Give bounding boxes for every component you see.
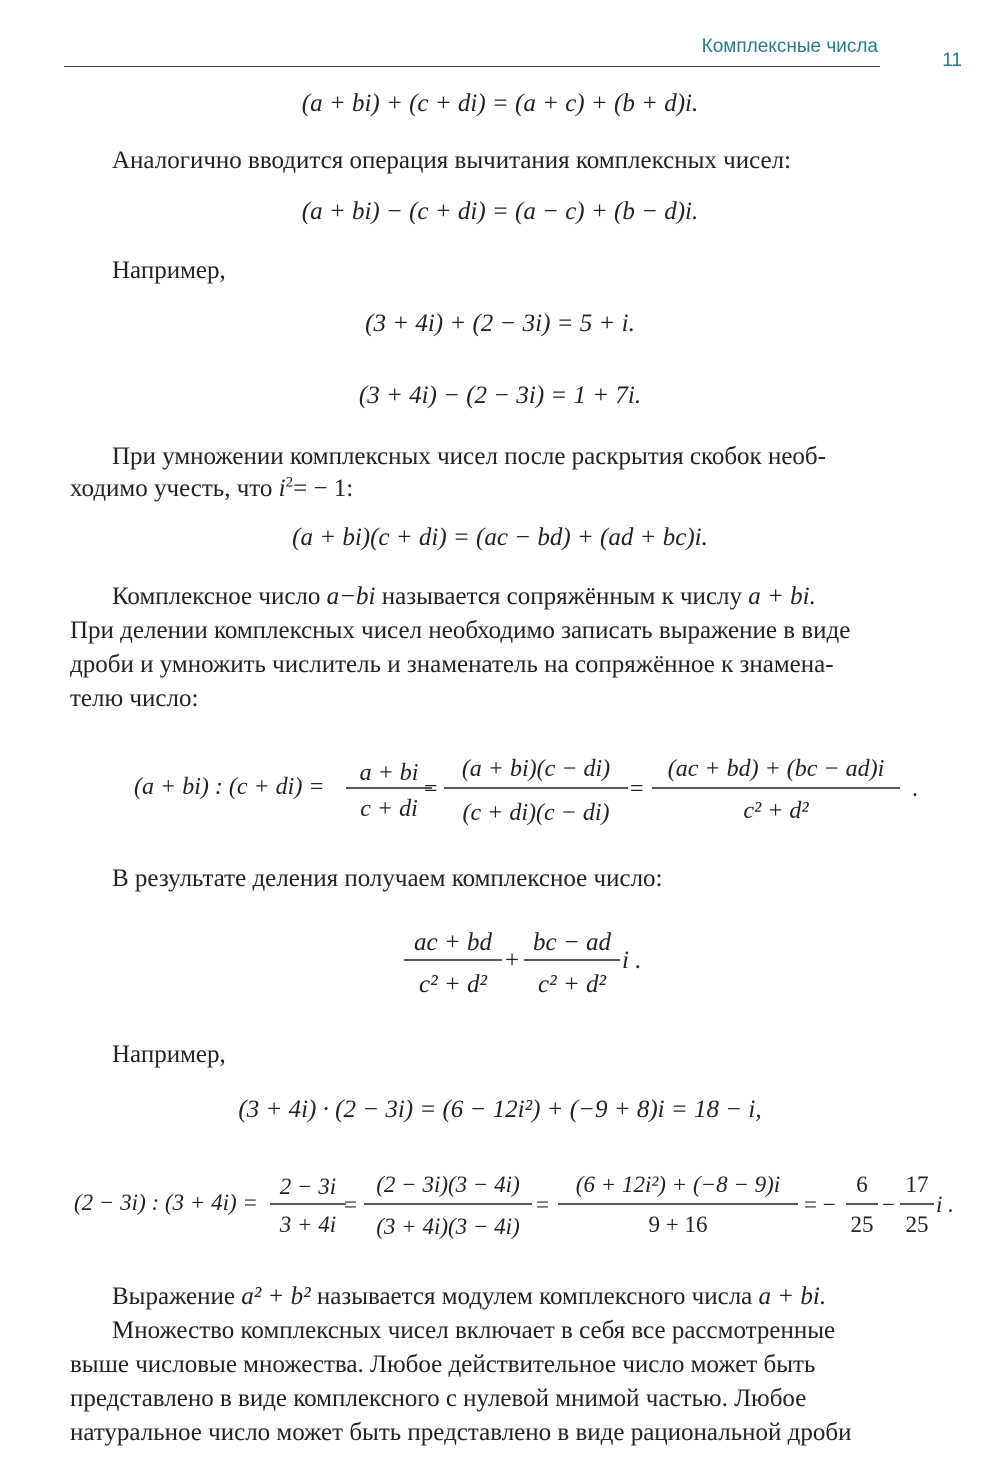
modulus-math: a² + b² xyxy=(241,1283,311,1310)
result-frac2-num: bc − ad xyxy=(533,929,611,956)
result-frac1-num: ac + bd xyxy=(414,929,492,956)
result-frac2-den: c² + d² xyxy=(538,971,606,998)
result-plus: + xyxy=(505,947,520,974)
formula-subtraction: (a + bi) − (c + di) = (a − c) + (b − d)i. xyxy=(301,198,699,225)
page-number: 11 xyxy=(942,50,962,71)
division-frac1-den: c + di xyxy=(360,796,418,822)
mult-line2-i: i xyxy=(278,475,286,502)
example-div-lhs: (2 − 3i) : (3 + 4i) = xyxy=(74,1190,258,1215)
paragraph-multiplication-line-1: При умножении комплексных чисел после раскрытия скобок необ- xyxy=(112,443,826,470)
modulus-lead: Выражение xyxy=(112,1283,242,1310)
division-frac3-den: c² + d² xyxy=(743,798,809,824)
paragraph-conjugate xyxy=(112,580,816,614)
example-div-frac3-den: 9 + 16 xyxy=(648,1212,708,1237)
example-div-frac5-num: 17 xyxy=(905,1172,929,1197)
conjugate-lead: Комплексное число xyxy=(112,583,327,610)
mult-line2-suffix: = − 1: xyxy=(293,475,354,502)
result-end: i . xyxy=(622,947,642,974)
result-frac1-den: c² + d² xyxy=(419,971,487,998)
example-div-frac5-den: 25 xyxy=(905,1212,929,1237)
example-div-frac3-num: (6 + 12i²) + (−8 − 9)i xyxy=(575,1172,781,1197)
example-div-frac1-den: 3 + 4i xyxy=(279,1212,337,1237)
header-rule xyxy=(64,66,880,67)
division-lhs: (a + bi) : (c + di) = xyxy=(134,774,325,800)
example-div-frac2-den: (3 + 4i)(3 − 4i) xyxy=(376,1214,520,1239)
mult-line2-sup: 2 xyxy=(285,474,294,491)
paragraph-example-2: Например, xyxy=(112,1041,226,1068)
modulus-tail: называется модулем комплексного числа xyxy=(310,1283,759,1310)
paragraph-subtraction: Аналогично вводится операция вычитания комплексных чисел: xyxy=(112,147,792,174)
division-formula xyxy=(0,740,1000,840)
modulus-math-2: a + bi. xyxy=(758,1283,827,1310)
result-formula xyxy=(0,916,1000,1006)
paragraph-final-line-4: натуральное число может быть представлено в виде рациональной дроби xyxy=(70,1419,852,1446)
paragraph-final-line-3: представлено в виде комплексного с нулевой мнимой частью. Любое xyxy=(70,1385,807,1412)
paragraph-final-line-1: Множество комплексных чисел включает в себя все рассмотренные xyxy=(112,1317,836,1344)
paragraph-division-line-3: телю число: xyxy=(70,685,199,712)
paragraph-final-line-2: выше числовые множества. Любое действительное число может быть xyxy=(70,1351,816,1378)
example-div-frac4-num: 6 xyxy=(856,1172,868,1197)
example-subtraction: (3 + 4i) − (2 − 3i) = 1 + 7i. xyxy=(358,382,642,409)
paragraph-modulus xyxy=(112,1280,826,1314)
formula-addition: (a + bi) + (c + di) = (a + c) + (b + d)i. xyxy=(301,90,699,117)
paragraph-result: В результате деления получаем комплексное число: xyxy=(112,865,663,892)
example-division-formula xyxy=(0,1160,1000,1250)
division-frac2-num: (a + bi)(c − di) xyxy=(461,756,611,782)
conjugate-math-2: a + bi. xyxy=(748,583,816,610)
mult-line2-prefix: ходимо учесть, что xyxy=(70,475,279,502)
example-div-eq-1: = xyxy=(344,1192,357,1217)
division-eq-2: = xyxy=(630,776,644,802)
division-frac3-num: (ac + bd) + (bc − ad)i xyxy=(667,756,885,782)
conjugate-math-1: a−bi xyxy=(326,583,376,610)
division-frac2-den: (c + di)(c − di) xyxy=(462,800,610,826)
example-div-minus: − xyxy=(882,1192,895,1217)
running-title: Комплексные числа xyxy=(701,36,878,57)
division-end: . xyxy=(912,776,918,802)
formula-multiplication: (a + bi)(c + di) = (ac − bd) + (ad + bc)i. xyxy=(292,524,708,551)
paragraph-multiplication-line-2 xyxy=(70,472,353,506)
division-eq-1: = xyxy=(424,776,438,802)
example-addition: (3 + 4i) + (2 − 3i) = 5 + i. xyxy=(365,310,635,337)
paragraph-example-1: Например, xyxy=(112,257,226,284)
example-div-frac4-den: 25 xyxy=(850,1212,874,1237)
example-div-end: i . xyxy=(936,1192,954,1217)
example-div-eq-neg: = − xyxy=(804,1192,836,1217)
paragraph-division-line-2: дроби и умножить числитель и знаменатель на сопряжённое к знамена- xyxy=(70,651,834,678)
division-frac1-num: a + bi xyxy=(359,760,419,786)
example-div-frac2-num: (2 − 3i)(3 − 4i) xyxy=(376,1172,520,1197)
example-div-eq-2: = xyxy=(536,1192,549,1217)
example-multiplication: (3 + 4i) · (2 − 3i) = (6 − 12i²) + (−9 + 8)i = 18 − i, xyxy=(238,1096,762,1123)
example-div-frac1-num: 2 − 3i xyxy=(279,1174,337,1199)
conjugate-mid: называется сопряжённым к числу xyxy=(375,583,749,610)
paragraph-division-line-1: При делении комплексных чисел необходимо записать выражение в виде xyxy=(70,617,851,644)
